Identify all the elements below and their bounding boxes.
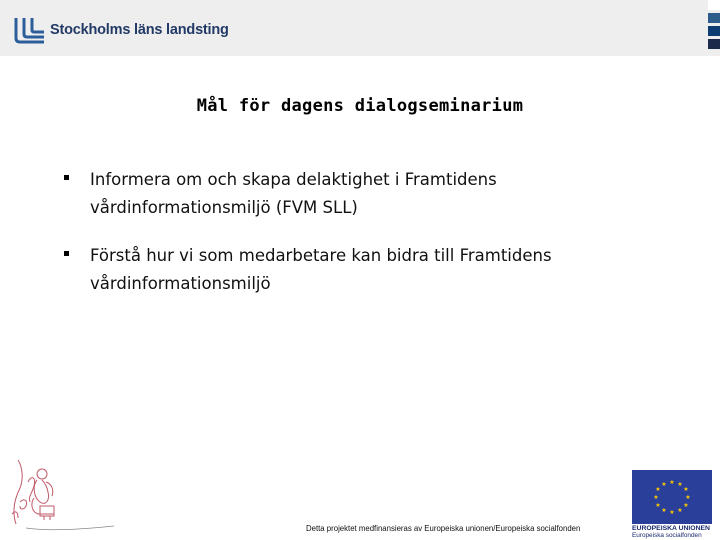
svg-text:★: ★ bbox=[677, 481, 683, 488]
logo-text: Stockholms läns landsting bbox=[50, 22, 229, 38]
bullet-item bbox=[62, 166, 682, 222]
svg-text:★: ★ bbox=[661, 507, 667, 514]
bullet-marker-icon bbox=[64, 175, 69, 180]
corner-square bbox=[708, 0, 720, 10]
svg-text:★: ★ bbox=[677, 507, 683, 514]
sll-logo-icon bbox=[14, 16, 46, 44]
slide-title: Mål för dagens dialogseminarium bbox=[196, 96, 524, 116]
corner-square bbox=[708, 26, 720, 36]
funding-note: Detta projektet medfinansieras av Europeiska unionen/Europeiska socialfonden bbox=[306, 524, 581, 533]
eu-label: EUROPEISKA UNIONEN bbox=[632, 525, 710, 532]
bullet-item bbox=[62, 242, 682, 298]
corner-square bbox=[708, 13, 720, 23]
bullet-list bbox=[62, 166, 682, 318]
eu-flag-icon bbox=[632, 470, 712, 524]
bullet-text: Informera om och skapa delaktighet i Framtidens vårdinformationsmiljö (FVM SLL) bbox=[90, 170, 497, 217]
svg-text:★: ★ bbox=[655, 502, 661, 509]
svg-text:★: ★ bbox=[661, 481, 667, 488]
svg-text:★: ★ bbox=[669, 509, 675, 516]
svg-text:★: ★ bbox=[653, 494, 659, 501]
corner-square bbox=[708, 39, 720, 49]
svg-text:★: ★ bbox=[685, 494, 691, 501]
bullet-text: Förstå hur vi som medarbetare kan bidra till Framtidens vårdinformationsmiljö bbox=[90, 246, 552, 293]
header-band bbox=[0, 0, 720, 56]
eu-logo bbox=[632, 470, 712, 539]
svg-text:★: ★ bbox=[683, 502, 689, 509]
signature-illustration bbox=[6, 452, 126, 534]
corner-squares bbox=[708, 0, 720, 50]
svg-text:★: ★ bbox=[669, 479, 675, 486]
bullet-marker-icon bbox=[64, 251, 69, 256]
eu-sublabel: Europeiska socialfonden bbox=[632, 532, 702, 539]
svg-text:★: ★ bbox=[683, 486, 689, 493]
sll-logo bbox=[14, 16, 229, 44]
svg-text:★: ★ bbox=[655, 486, 661, 493]
